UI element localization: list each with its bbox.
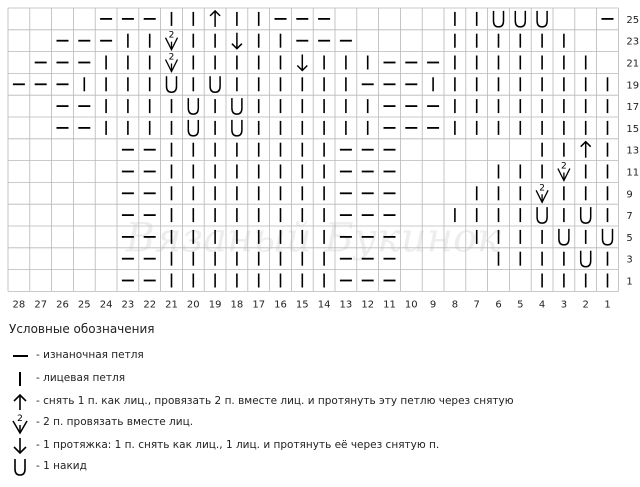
row-label: 17 xyxy=(626,102,640,114)
column-label: 24 xyxy=(99,299,113,310)
arrow-down-icon xyxy=(9,436,31,456)
row-label: 9 xyxy=(626,189,633,201)
column-label: 9 xyxy=(429,299,437,310)
legend-label: - 2 п. провязать вместе лиц. xyxy=(36,416,194,428)
yarn-over-stitch xyxy=(581,251,591,267)
column-label: 25 xyxy=(77,299,91,310)
legend-label: - снять 1 п. как лиц., провязать 2 п. вместе лиц. и протянуть эту петлю через снятую xyxy=(36,395,514,407)
column-label: 5 xyxy=(517,299,524,310)
yarn-over-stitch xyxy=(167,76,177,92)
yarn-over-stitch xyxy=(232,98,242,114)
row-label: 1 xyxy=(626,276,633,288)
row-label: 7 xyxy=(626,211,633,223)
yarn-over-stitch xyxy=(537,11,547,27)
yarn-over-stitch xyxy=(210,76,220,92)
column-label: 26 xyxy=(56,299,69,310)
column-label: 16 xyxy=(274,299,287,310)
yarn-over-icon xyxy=(9,457,31,477)
yarn-over-stitch xyxy=(581,207,591,223)
column-label: 1 xyxy=(604,299,611,310)
yarn-over-stitch xyxy=(515,11,525,27)
legend-item-yarn-over xyxy=(9,457,629,477)
row-label: 3 xyxy=(626,254,633,266)
column-label: 11 xyxy=(383,299,396,310)
column-label: 20 xyxy=(186,299,200,310)
arrow-up-icon xyxy=(9,392,31,412)
column-label: 23 xyxy=(121,299,135,310)
legend-item-purl xyxy=(9,346,629,366)
legend-item-arrow-down xyxy=(9,436,629,456)
yarn-over-stitch xyxy=(603,229,613,245)
legend-label: - лицевая петля xyxy=(36,372,126,384)
yarn-over-stitch xyxy=(494,11,504,27)
column-label: 8 xyxy=(451,299,459,310)
row-label: 11 xyxy=(626,167,640,179)
column-label: 2 xyxy=(582,299,589,310)
column-label: 18 xyxy=(230,299,244,310)
yarn-over-stitch xyxy=(559,229,569,245)
yarn-over-stitch xyxy=(232,120,242,136)
purl-dash-icon xyxy=(9,346,31,366)
k2tog-number: 2 xyxy=(168,52,175,63)
column-label: 6 xyxy=(495,299,502,310)
column-label: 28 xyxy=(12,299,26,310)
row-label: 23 xyxy=(626,36,640,48)
watermark: Вязаный Букинок xyxy=(125,215,501,262)
column-label: 22 xyxy=(143,299,157,310)
column-label: 21 xyxy=(165,299,178,310)
k2tog-icon xyxy=(9,413,31,435)
legend-item-arrow-up xyxy=(9,392,629,412)
column-label: 7 xyxy=(473,299,480,310)
svg-text:2: 2 xyxy=(17,414,23,424)
row-label: 21 xyxy=(626,58,640,70)
yarn-over-stitch xyxy=(537,207,547,223)
row-label: 13 xyxy=(626,145,640,157)
row-label: 19 xyxy=(626,80,640,92)
column-label: 19 xyxy=(208,299,222,310)
legend-item-knit xyxy=(9,369,629,389)
column-label: 12 xyxy=(361,299,375,310)
column-label: 14 xyxy=(317,299,331,310)
legend-label: - изнаночная петля xyxy=(36,349,144,361)
column-label: 17 xyxy=(252,299,266,310)
column-label: 4 xyxy=(538,299,546,310)
column-label: 13 xyxy=(339,299,353,310)
legend-item-k2tog xyxy=(9,413,629,433)
k2tog-number: 2 xyxy=(168,30,175,41)
legend-label: - 1 протяжка: 1 п. снять как лиц., 1 лиц. и протянуть её через снятую п. xyxy=(36,439,440,451)
column-label: 3 xyxy=(560,299,568,310)
row-label: 15 xyxy=(626,123,640,135)
column-label: 15 xyxy=(295,299,309,310)
yarn-over-stitch xyxy=(188,98,198,114)
k2tog-number: 2 xyxy=(539,183,545,194)
legend-title: Условные обозначения xyxy=(9,322,155,336)
legend-label: - 1 накид xyxy=(36,460,87,472)
row-label: 5 xyxy=(626,232,633,244)
k2tog-number: 2 xyxy=(561,161,567,172)
column-label: 10 xyxy=(404,299,418,310)
yarn-over-stitch xyxy=(188,120,198,136)
row-label: 25 xyxy=(626,14,640,26)
column-label: 27 xyxy=(34,299,48,310)
knit-bar-icon xyxy=(9,369,31,389)
